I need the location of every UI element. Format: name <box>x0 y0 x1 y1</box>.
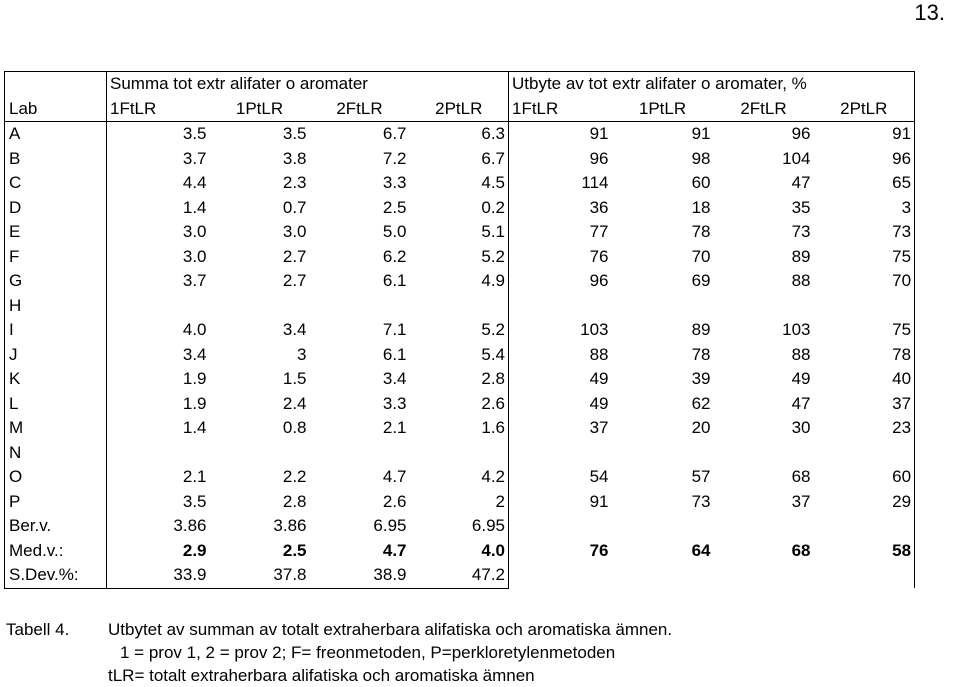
table-cell: 6.3 <box>410 122 509 147</box>
table-cell: 36 <box>509 196 612 221</box>
table-cell: 2.8 <box>481 369 505 389</box>
table-cell: 1.4 <box>107 416 210 441</box>
table-cell: 2 <box>495 491 505 511</box>
table-row <box>5 367 915 392</box>
table-cell: 4.5 <box>481 173 505 193</box>
table-cell: 2.7 <box>282 271 307 291</box>
table-cell: 2.1 <box>107 465 210 490</box>
table-cell: 0.8 <box>282 418 307 438</box>
table-row <box>5 514 915 539</box>
table-cell: 4.7 <box>382 540 407 560</box>
table-cell: 7.1 <box>382 320 407 340</box>
table-row <box>5 392 915 417</box>
caption-label: Tabell 4. <box>6 620 70 639</box>
table-cell: 40 <box>814 367 915 392</box>
table-cell: 73 <box>814 220 915 245</box>
table-cell: 6.1 <box>382 271 407 291</box>
table-cell: 2.5 <box>282 540 307 560</box>
table-row <box>5 318 915 343</box>
row-lab-label: J <box>5 343 107 368</box>
row-lab-label: D <box>5 196 107 221</box>
table-cell: 91 <box>612 122 714 147</box>
table-cell <box>210 294 310 319</box>
table-cell: 103 <box>782 320 811 340</box>
table-cell <box>210 441 310 466</box>
table-cell: 33.9 <box>107 563 210 588</box>
table-cell: 29 <box>814 490 915 515</box>
table-cell: 3.3 <box>382 393 407 413</box>
table-cell: 3.4 <box>382 369 407 389</box>
table-cell: 2.4 <box>282 393 307 413</box>
sub-header-utbyte-1ptlr: 1PtLR <box>638 98 687 118</box>
table-row <box>5 416 915 441</box>
table-cell: 3.5 <box>107 122 210 147</box>
row-lab-label: F <box>5 245 107 270</box>
table-cell: 20 <box>691 418 711 438</box>
row-lab-label: Med.v.: <box>5 539 107 564</box>
table-cell: 23 <box>814 416 915 441</box>
row-lab-label: P <box>5 490 107 515</box>
table-cell: 96 <box>814 147 915 172</box>
table-cell: 3.86 <box>273 516 307 536</box>
table-cell: 39 <box>691 369 711 389</box>
table-cell: 47 <box>791 173 811 193</box>
table-cell <box>509 514 612 539</box>
table-row <box>5 539 915 564</box>
group-header-row <box>5 72 915 97</box>
table-cell: 68 <box>791 540 811 560</box>
table-cell: 0.2 <box>481 197 505 217</box>
summa-group-header: Summa tot extr alifater o aromater <box>107 72 509 97</box>
table-cell: 78 <box>691 222 711 242</box>
sub-header-utbyte-2ptlr: 2PtLR <box>814 97 915 122</box>
table-cell: 4.0 <box>107 318 210 343</box>
table-cell <box>612 441 714 466</box>
row-lab-label: A <box>5 122 107 147</box>
table-cell <box>310 294 410 319</box>
table-cell: 1.9 <box>107 392 210 417</box>
lab-header-top <box>5 72 107 97</box>
table-cell: 2.7 <box>282 246 307 266</box>
table-cell: 37 <box>509 416 612 441</box>
table-cell: 3.3 <box>382 173 407 193</box>
table-cell: 49 <box>791 369 811 389</box>
table-cell: 37 <box>791 491 811 511</box>
results-table <box>4 71 915 589</box>
row-lab-label: Ber.v. <box>5 514 107 539</box>
table-cell: 6.2 <box>382 246 407 266</box>
table-cell: 57 <box>691 467 711 487</box>
table-cell: 75 <box>814 318 915 343</box>
table-cell <box>410 294 509 319</box>
table-cell: 88 <box>509 343 612 368</box>
table-cell <box>612 514 714 539</box>
table-cell: 114 <box>509 171 612 196</box>
table-cell: 3.86 <box>107 514 210 539</box>
table-cell: 64 <box>691 540 711 560</box>
row-lab-label: L <box>5 392 107 417</box>
table-cell <box>107 441 210 466</box>
table-cell: 6.7 <box>310 122 410 147</box>
table-cell: 89 <box>691 320 711 340</box>
row-lab-label: K <box>5 367 107 392</box>
lab-header: Lab <box>5 97 107 122</box>
table-cell <box>509 294 612 319</box>
table-cell: 91 <box>509 122 612 147</box>
table-cell: 5.2 <box>481 320 505 340</box>
table-row <box>5 563 915 588</box>
table-cell: 91 <box>509 490 612 515</box>
table-cell: 2.2 <box>282 467 307 487</box>
table-cell: 91 <box>814 122 915 147</box>
table-cell: 2.6 <box>481 393 505 413</box>
table-cell: 5.4 <box>481 344 505 364</box>
table-cell: 38.9 <box>310 563 410 588</box>
table-cell: 96 <box>509 147 612 172</box>
table-cell: 1.6 <box>481 418 505 438</box>
table-cell: 37 <box>814 392 915 417</box>
table-cell: 18 <box>691 197 711 217</box>
table-row <box>5 465 915 490</box>
table-cell: 6.95 <box>471 516 505 536</box>
table-cell: 65 <box>814 171 915 196</box>
caption-line-3: tLR= totalt extraherbara alifatiska och aromatiska ämnen <box>108 666 535 685</box>
table-cell: 3.5 <box>107 490 210 515</box>
table-cell: 3.0 <box>282 222 307 242</box>
table-cell: 49 <box>509 392 612 417</box>
table-cell: 60 <box>691 173 711 193</box>
sub-header-row <box>5 97 915 122</box>
sub-header-utbyte-2ftlr: 2FtLR <box>740 98 787 118</box>
table-cell: 2.9 <box>107 539 210 564</box>
row-lab-label: N <box>5 441 107 466</box>
table-row <box>5 294 915 319</box>
table-cell <box>814 441 915 466</box>
table-cell: 3.0 <box>107 245 210 270</box>
table-cell: 4.9 <box>481 271 505 291</box>
sub-header-summa-2ftlr: 2FtLR <box>336 98 383 118</box>
table-row <box>5 220 915 245</box>
table-cell: 2.3 <box>282 173 307 193</box>
table-cell <box>714 514 814 539</box>
table-row <box>5 245 915 270</box>
table-cell <box>509 441 612 466</box>
table-cell: 3.7 <box>107 147 210 172</box>
table-cell: 3.5 <box>210 122 310 147</box>
table-cell: 73 <box>691 491 711 511</box>
table-cell <box>814 294 915 319</box>
row-lab-label: O <box>5 465 107 490</box>
row-lab-label: M <box>5 416 107 441</box>
table-cell: 3 <box>814 196 915 221</box>
table-cell: 2.8 <box>282 491 307 511</box>
table-cell: 37.8 <box>210 563 310 588</box>
table-row <box>5 147 915 172</box>
table-row <box>5 490 915 515</box>
table-cell: 6.1 <box>382 344 407 364</box>
table-cell: 73 <box>791 222 811 242</box>
table-cell: 54 <box>509 465 612 490</box>
table-cell <box>310 441 410 466</box>
table-cell: 2.1 <box>382 418 407 438</box>
page-number: 13. <box>914 0 945 25</box>
caption-line-1: Utbytet av summan av totalt extraherbara alifatiska och aromatiska ämnen. <box>108 620 673 639</box>
table-cell <box>410 441 509 466</box>
table-cell: 78 <box>691 344 711 364</box>
table-cell: 58 <box>814 539 915 564</box>
table-cell: 78 <box>814 343 915 368</box>
table-row <box>5 441 915 466</box>
table-cell: 4.4 <box>107 171 210 196</box>
table-cell: 3.4 <box>282 320 307 340</box>
table-cell: 0.7 <box>282 197 307 217</box>
table-cell: 89 <box>791 246 811 266</box>
row-lab-label: I <box>5 318 107 343</box>
table-cell: 47 <box>791 393 811 413</box>
table-row <box>5 269 915 294</box>
row-lab-label: C <box>5 171 107 196</box>
row-lab-label: H <box>5 294 107 319</box>
table-cell: 6.7 <box>481 148 505 168</box>
table-cell: 62 <box>691 393 711 413</box>
table-cell: 88 <box>791 271 811 291</box>
table-row <box>5 343 915 368</box>
table-cell <box>714 441 814 466</box>
table-cell: 98 <box>691 148 711 168</box>
caption-line-2: 1 = prov 1, 2 = prov 2; F= freonmetoden, P=perkloretylenmetoden <box>120 643 616 662</box>
table-cell: 60 <box>814 465 915 490</box>
table-cell <box>714 563 814 588</box>
table-cell: 3.0 <box>107 220 210 245</box>
table-cell: 6.95 <box>373 516 407 536</box>
table-cell <box>612 294 714 319</box>
row-lab-label: S.Dev.%: <box>5 563 107 588</box>
table-cell: 35 <box>791 197 811 217</box>
table-cell: 96 <box>714 122 814 147</box>
table-cell: 30 <box>791 418 811 438</box>
table-cell: 4.7 <box>382 467 407 487</box>
table-cell: 103 <box>509 318 612 343</box>
table-cell: 3.8 <box>282 148 307 168</box>
table-cell: 5.2 <box>481 246 505 266</box>
table-body <box>5 72 915 589</box>
table-cell: 104 <box>782 148 811 168</box>
table-cell: 69 <box>691 271 711 291</box>
table-cell: 4.0 <box>481 540 505 560</box>
table-cell: 88 <box>791 344 811 364</box>
table-cell: 49 <box>509 367 612 392</box>
table-cell: 76 <box>509 245 612 270</box>
table-cell <box>814 563 915 588</box>
row-lab-label: E <box>5 220 107 245</box>
table-cell <box>814 514 915 539</box>
table-cell: 96 <box>509 269 612 294</box>
sub-header-summa-2ptlr: 2PtLR <box>435 98 483 118</box>
table-cell: 7.2 <box>382 148 407 168</box>
sub-header-summa-1ptlr: 1PtLR <box>235 98 284 118</box>
table-row <box>5 122 915 147</box>
table-cell: 1.5 <box>282 369 307 389</box>
table-cell <box>509 563 612 588</box>
table-row <box>5 196 915 221</box>
table-cell: 2.5 <box>382 197 407 217</box>
table-row <box>5 171 915 196</box>
sub-header-utbyte-1ftlr: 1FtLR <box>509 97 612 122</box>
table-cell: 47.2 <box>410 563 509 588</box>
table-cell: 3.7 <box>107 269 210 294</box>
table-cell <box>107 294 210 319</box>
table-cell: 68 <box>791 467 811 487</box>
caption-text <box>108 618 868 687</box>
table-cell <box>612 563 714 588</box>
table-cell: 3 <box>297 344 307 364</box>
table-cell: 75 <box>814 245 915 270</box>
table-cell: 1.9 <box>107 367 210 392</box>
utbyte-group-header: Utbyte av tot extr alifater o aromater, % <box>509 72 915 97</box>
table-cell: 77 <box>509 220 612 245</box>
table-cell <box>714 294 814 319</box>
table-cell: 1.4 <box>107 196 210 221</box>
table-cell: 76 <box>509 539 612 564</box>
sub-header-summa-1ftlr: 1FtLR <box>107 97 210 122</box>
table-cell: 3.4 <box>107 343 210 368</box>
table-cell: 5.1 <box>481 222 505 242</box>
table-cell: 5.0 <box>382 222 407 242</box>
row-lab-label: G <box>5 269 107 294</box>
table-cell: 70 <box>691 246 711 266</box>
table-cell: 2.6 <box>382 491 407 511</box>
row-lab-label: B <box>5 147 107 172</box>
table-cell: 70 <box>814 269 915 294</box>
table-cell: 4.2 <box>481 467 505 487</box>
